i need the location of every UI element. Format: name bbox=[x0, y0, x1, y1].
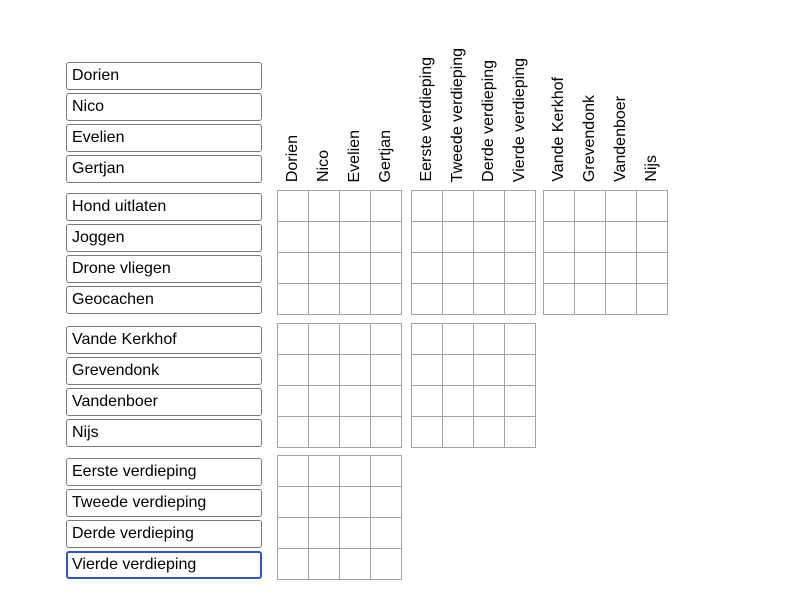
item-input-activities-1[interactable] bbox=[66, 224, 262, 252]
grid-cell[interactable] bbox=[371, 386, 402, 417]
grid-cell[interactable] bbox=[309, 324, 340, 355]
grid-cell[interactable] bbox=[474, 253, 505, 284]
grid-cell[interactable] bbox=[278, 253, 309, 284]
column-header-label: Tweede verdieping bbox=[449, 47, 466, 182]
grid-surnames-floors bbox=[411, 323, 536, 448]
grid-cell[interactable] bbox=[544, 222, 575, 253]
column-header bbox=[605, 0, 636, 186]
grid-cell[interactable] bbox=[309, 549, 340, 580]
grid-cell[interactable] bbox=[278, 386, 309, 417]
grid-cell[interactable] bbox=[412, 284, 443, 315]
grid-cell[interactable] bbox=[340, 456, 371, 487]
grid-cell[interactable] bbox=[278, 222, 309, 253]
grid-cell[interactable] bbox=[606, 222, 637, 253]
grid-cell[interactable] bbox=[443, 386, 474, 417]
grid-cell[interactable] bbox=[575, 284, 606, 315]
grid-cell[interactable] bbox=[340, 355, 371, 386]
column-header-label: Gertjan bbox=[377, 129, 394, 182]
column-header-group-floors bbox=[411, 0, 536, 186]
grid-cell[interactable] bbox=[412, 222, 443, 253]
column-header-label: Evelien bbox=[346, 129, 363, 182]
grid-cell[interactable] bbox=[412, 324, 443, 355]
grid-cell[interactable] bbox=[505, 355, 536, 386]
grid-cell[interactable] bbox=[544, 191, 575, 222]
column-header-label: Dorien bbox=[284, 134, 301, 182]
grid-cell[interactable] bbox=[575, 222, 606, 253]
grid-cell[interactable] bbox=[474, 222, 505, 253]
grid-cell[interactable] bbox=[443, 284, 474, 315]
item-stack-names bbox=[66, 62, 262, 186]
item-input-surnames-0[interactable] bbox=[66, 326, 262, 354]
grid-cell[interactable] bbox=[340, 518, 371, 549]
grid-cell[interactable] bbox=[505, 253, 536, 284]
grid-cell[interactable] bbox=[371, 355, 402, 386]
item-input-floors-3-focused[interactable] bbox=[66, 551, 262, 579]
grid-cell[interactable] bbox=[371, 222, 402, 253]
grid-cell[interactable] bbox=[505, 191, 536, 222]
item-input-names-2[interactable] bbox=[66, 124, 262, 152]
grid-cell[interactable] bbox=[371, 549, 402, 580]
item-input-names-0[interactable] bbox=[66, 62, 262, 90]
grid-activities-names bbox=[277, 190, 402, 315]
grid-cell[interactable] bbox=[371, 191, 402, 222]
grid-cell[interactable] bbox=[278, 355, 309, 386]
grid-cell[interactable] bbox=[278, 417, 309, 448]
grid-cell[interactable] bbox=[474, 284, 505, 315]
grid-cell[interactable] bbox=[443, 417, 474, 448]
grid-floors-names bbox=[277, 455, 402, 580]
column-header-label: Grevendonk bbox=[581, 94, 598, 182]
grid-cell[interactable] bbox=[443, 222, 474, 253]
grid-cell[interactable] bbox=[309, 222, 340, 253]
grid-cell[interactable] bbox=[606, 191, 637, 222]
grid-cell[interactable] bbox=[474, 417, 505, 448]
column-header bbox=[277, 0, 308, 186]
item-input-names-1[interactable] bbox=[66, 93, 262, 121]
grid-cell[interactable] bbox=[309, 191, 340, 222]
column-header bbox=[473, 0, 504, 186]
column-header bbox=[574, 0, 605, 186]
item-input-floors-0[interactable] bbox=[66, 458, 262, 486]
column-header-label: Vande Kerkhof bbox=[550, 77, 567, 182]
grid-cell[interactable] bbox=[371, 324, 402, 355]
grid-cell[interactable] bbox=[371, 518, 402, 549]
grid-cell[interactable] bbox=[371, 487, 402, 518]
grid-cell[interactable] bbox=[309, 487, 340, 518]
column-header-group-names bbox=[277, 0, 402, 186]
item-input-activities-0[interactable] bbox=[66, 193, 262, 221]
grid-cell[interactable] bbox=[575, 191, 606, 222]
column-header bbox=[543, 0, 574, 186]
grid-cell[interactable] bbox=[278, 487, 309, 518]
grid-cell[interactable] bbox=[505, 222, 536, 253]
grid-cell[interactable] bbox=[637, 253, 668, 284]
grid-cell[interactable] bbox=[412, 386, 443, 417]
grid-cell[interactable] bbox=[340, 417, 371, 448]
item-stack-activities bbox=[66, 193, 262, 317]
grid-cell[interactable] bbox=[309, 355, 340, 386]
grid-cell[interactable] bbox=[278, 456, 309, 487]
item-stack-floors bbox=[66, 458, 262, 582]
column-header-label: Nico bbox=[315, 149, 332, 182]
item-input-surnames-1[interactable] bbox=[66, 357, 262, 385]
item-stack-surnames bbox=[66, 326, 262, 450]
grid-cell[interactable] bbox=[309, 253, 340, 284]
grid-cell[interactable] bbox=[474, 324, 505, 355]
column-header bbox=[411, 0, 442, 186]
item-input-surnames-2[interactable] bbox=[66, 388, 262, 416]
column-header-label: Vierde verdieping bbox=[511, 57, 528, 182]
column-header bbox=[504, 0, 535, 186]
grid-cell[interactable] bbox=[575, 253, 606, 284]
column-header-label: Vandenboer bbox=[612, 96, 629, 182]
grid-surnames-names bbox=[277, 323, 402, 448]
grid-cell[interactable] bbox=[412, 191, 443, 222]
grid-cell[interactable] bbox=[309, 518, 340, 549]
grid-cell[interactable] bbox=[505, 386, 536, 417]
grid-cell[interactable] bbox=[278, 191, 309, 222]
grid-cell[interactable] bbox=[606, 253, 637, 284]
grid-cell[interactable] bbox=[637, 284, 668, 315]
grid-cell[interactable] bbox=[505, 324, 536, 355]
grid-cell[interactable] bbox=[505, 284, 536, 315]
grid-cell[interactable] bbox=[309, 284, 340, 315]
grid-cell[interactable] bbox=[412, 417, 443, 448]
grid-cell[interactable] bbox=[505, 417, 536, 448]
grid-cell[interactable] bbox=[340, 284, 371, 315]
grid-activities-floors bbox=[411, 190, 536, 315]
grid-cell[interactable] bbox=[544, 284, 575, 315]
grid-cell[interactable] bbox=[309, 386, 340, 417]
column-header bbox=[370, 0, 401, 186]
grid-cell[interactable] bbox=[544, 253, 575, 284]
grid-cell[interactable] bbox=[443, 253, 474, 284]
grid-cell[interactable] bbox=[371, 284, 402, 315]
grid-cell[interactable] bbox=[340, 253, 371, 284]
grid-cell[interactable] bbox=[371, 417, 402, 448]
item-input-floors-1[interactable] bbox=[66, 489, 262, 517]
grid-cell[interactable] bbox=[278, 549, 309, 580]
item-input-floors-2[interactable] bbox=[66, 520, 262, 548]
grid-cell[interactable] bbox=[340, 324, 371, 355]
grid-cell[interactable] bbox=[371, 253, 402, 284]
grid-cell[interactable] bbox=[340, 222, 371, 253]
grid-cell[interactable] bbox=[443, 191, 474, 222]
item-input-names-3[interactable] bbox=[66, 155, 262, 183]
column-header-group-surnames bbox=[543, 0, 668, 186]
grid-cell[interactable] bbox=[340, 386, 371, 417]
column-header bbox=[442, 0, 473, 186]
grid-cell[interactable] bbox=[278, 518, 309, 549]
grid-cell[interactable] bbox=[412, 355, 443, 386]
grid-cell[interactable] bbox=[371, 456, 402, 487]
column-header-label: Eerste verdieping bbox=[418, 57, 435, 182]
grid-cell[interactable] bbox=[278, 284, 309, 315]
grid-cell[interactable] bbox=[278, 324, 309, 355]
grid-activities-surnames bbox=[543, 190, 668, 315]
item-input-surnames-3[interactable] bbox=[66, 419, 262, 447]
grid-cell[interactable] bbox=[412, 253, 443, 284]
column-header bbox=[339, 0, 370, 186]
grid-cell[interactable] bbox=[637, 191, 668, 222]
grid-cell[interactable] bbox=[474, 191, 505, 222]
grid-cell[interactable] bbox=[606, 284, 637, 315]
grid-cell[interactable] bbox=[637, 222, 668, 253]
grid-cell[interactable] bbox=[340, 549, 371, 580]
grid-cell[interactable] bbox=[443, 324, 474, 355]
column-header bbox=[636, 0, 667, 186]
grid-cell[interactable] bbox=[309, 456, 340, 487]
grid-cell[interactable] bbox=[340, 191, 371, 222]
grid-cell[interactable] bbox=[474, 386, 505, 417]
grid-cell[interactable] bbox=[309, 417, 340, 448]
column-header bbox=[308, 0, 339, 186]
item-input-activities-2[interactable] bbox=[66, 255, 262, 283]
grid-cell[interactable] bbox=[340, 487, 371, 518]
grid-cell[interactable] bbox=[443, 355, 474, 386]
item-input-activities-3[interactable] bbox=[66, 286, 262, 314]
grid-cell[interactable] bbox=[474, 355, 505, 386]
column-header-label: Nijs bbox=[643, 155, 660, 182]
column-header-label: Derde verdieping bbox=[480, 60, 497, 182]
